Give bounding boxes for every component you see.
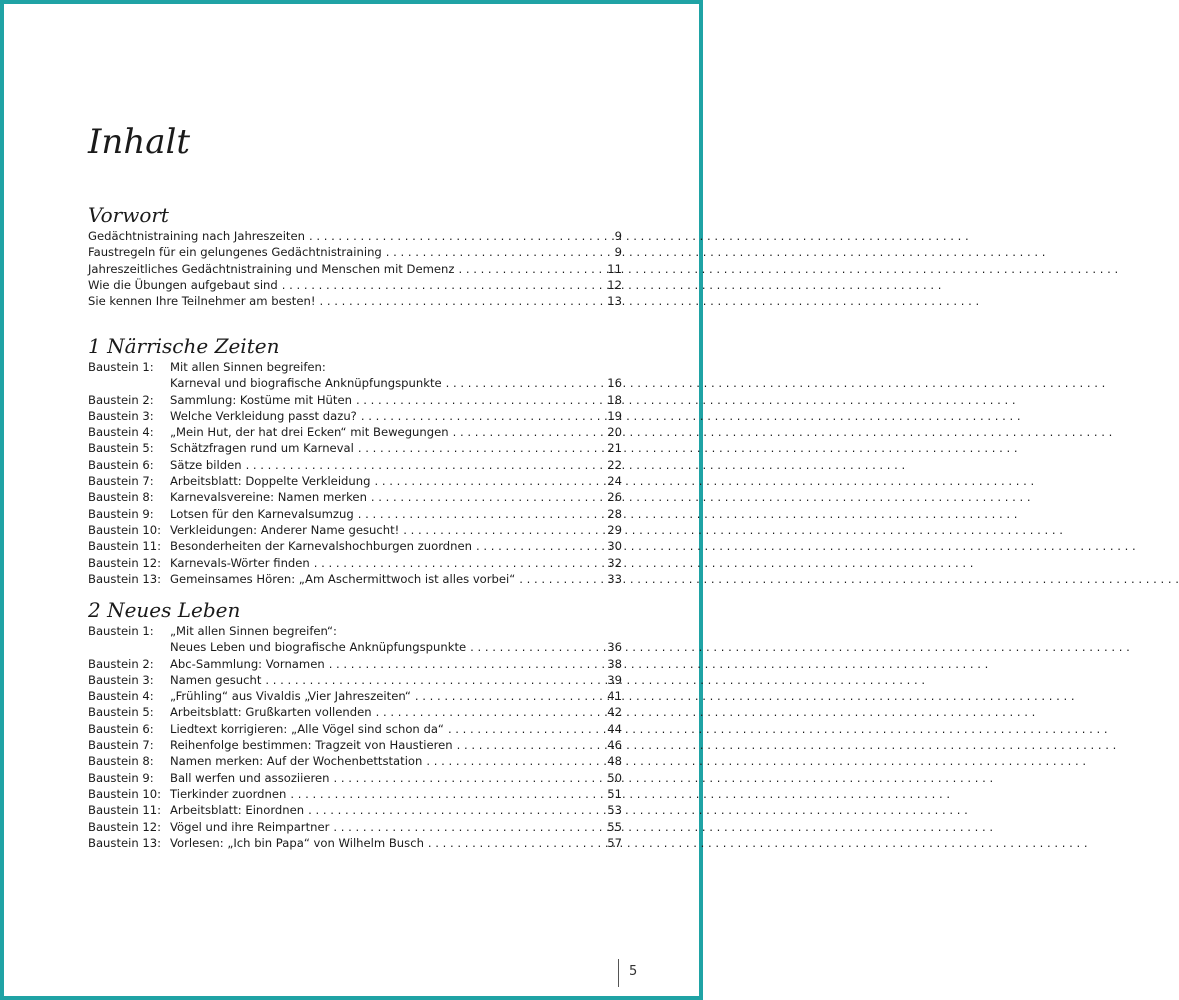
- toc-entry-title: Wie die Übungen aufgebaut sind: [88, 277, 278, 292]
- toc-entry-label: Baustein 11:: [88, 539, 162, 554]
- toc-entry: [88, 737, 622, 753]
- toc-dot-leader: [386, 244, 613, 260]
- toc-entry: [88, 639, 622, 655]
- toc-entry: [88, 261, 622, 277]
- toc-entry-title: Vorlesen: „Ich bin Papa“ von Wilhelm Busch: [170, 835, 424, 850]
- toc-entry-page: 18: [607, 392, 622, 407]
- toc-dot-leader: [358, 506, 606, 522]
- toc-entry-page: 53: [607, 803, 622, 818]
- toc-entry-title: Schätzfragen rund um Karneval: [170, 441, 354, 456]
- toc-entry-page: 51: [607, 786, 622, 801]
- toc-entry-label: Baustein 2:: [88, 656, 154, 671]
- toc-entry: [88, 688, 622, 704]
- toc-entry-title: Mit allen Sinnen begreifen:: [170, 360, 326, 374]
- toc-entry-title: Sammlung: Kostüme mit Hüten: [170, 392, 352, 407]
- toc-entry-label: Baustein 7:: [88, 474, 154, 489]
- toc-entry-title: Arbeitsblatt: Einordnen: [170, 803, 305, 818]
- toc-dot-leader: [308, 802, 605, 818]
- toc-entry-page: 22: [607, 457, 622, 472]
- toc-entry-label: Baustein 5:: [88, 705, 154, 720]
- toc-entry: [88, 819, 622, 835]
- toc-entry: [88, 424, 622, 440]
- toc-entry: [88, 835, 622, 851]
- toc-entry-title: Besonderheiten der Karnevalshochburgen zuordnen: [170, 539, 472, 554]
- toc-entry: [88, 228, 622, 244]
- toc-dot-leader: [476, 538, 605, 554]
- toc-entry-label: Baustein 12:: [88, 555, 162, 570]
- toc-entry-page: 57: [607, 835, 622, 850]
- toc-entry-label: Baustein 3:: [88, 672, 154, 687]
- toc-entry-label: Baustein 9:: [88, 506, 154, 521]
- toc-entry: [88, 392, 622, 408]
- toc-list-chapter-1: [88, 359, 622, 587]
- toc-entry-page: 12: [607, 277, 622, 292]
- toc-entry-label: Baustein 4:: [88, 425, 154, 440]
- toc-list-vorwort: [88, 228, 622, 309]
- toc-entry: [88, 721, 622, 737]
- toc-dot-leader: [333, 819, 605, 835]
- toc-entry-title: Lotsen für den Karnevalsumzug: [170, 506, 354, 521]
- toc-entry-title: Karnevals-Wörter finden: [170, 555, 310, 570]
- toc-entry-title: Karnevalsvereine: Namen merken: [170, 490, 367, 505]
- toc-entry-title: Liedtext korrigieren: „Alle Vögel sind schon da“: [170, 721, 444, 736]
- toc-entry-page: 30: [607, 539, 622, 554]
- toc-dot-leader: [329, 656, 606, 672]
- toc-entry: [88, 506, 622, 522]
- toc-dot-leader: [453, 424, 606, 440]
- toc-entry-title: Karneval und biografische Anknüpfungspunkte: [170, 376, 442, 391]
- toc-dot-leader: [457, 737, 606, 753]
- toc-entry-page: 46: [607, 738, 622, 753]
- toc-entry-label: Baustein 3:: [88, 408, 154, 423]
- toc-dot-leader: [458, 261, 605, 277]
- toc-entry-label: Baustein 11:: [88, 803, 162, 818]
- toc-entry-page: 13: [607, 294, 622, 309]
- toc-dot-leader: [282, 277, 605, 293]
- toc-dot-leader: [356, 392, 605, 408]
- toc-dot-leader: [314, 555, 605, 571]
- toc-entry-label: Baustein 2:: [88, 392, 154, 407]
- toc-dot-leader: [371, 489, 605, 505]
- toc-dot-leader: [334, 770, 606, 786]
- toc-dot-leader: [319, 293, 605, 309]
- toc-entry-page: 33: [607, 571, 622, 586]
- toc-entry-page: 44: [607, 721, 622, 736]
- toc-entry: [88, 538, 622, 554]
- toc-entry-label: Baustein 10:: [88, 786, 162, 801]
- toc-entry-label: Baustein 13:: [88, 571, 162, 586]
- toc-entry-label: Baustein 9:: [88, 770, 154, 785]
- toc-entry-title: Vögel und ihre Reimpartner: [170, 819, 330, 834]
- toc-entry-page: 20: [607, 425, 622, 440]
- toc-entry-title: Sie kennen Ihre Teilnehmer am besten!: [88, 294, 316, 309]
- toc-entry: [88, 656, 622, 672]
- toc-entry-page: 16: [607, 376, 622, 391]
- toc-entry-page: 32: [607, 555, 622, 570]
- toc-entry-title: Arbeitsblatt: Grußkarten vollenden: [170, 705, 372, 720]
- toc-entry: [88, 623, 622, 639]
- toc-entry: [88, 375, 622, 391]
- toc-entry-label: Baustein 8:: [88, 490, 154, 505]
- toc-entry-page: 24: [607, 474, 622, 489]
- toc-entry: [88, 277, 622, 293]
- toc-entry-label: Baustein 10:: [88, 522, 162, 537]
- page-title: Inhalt: [88, 122, 191, 162]
- toc-entry-title: Jahreszeitliches Gedächtnistraining und Menschen mit Demenz: [88, 261, 455, 276]
- toc-entry-title: Reihenfolge bestimmen: Tragzeit von Haustieren: [170, 738, 453, 753]
- toc-entry-title: Ball werfen und assoziieren: [170, 770, 330, 785]
- toc-entry-title: Gedächtnistraining nach Jahreszeiten: [88, 229, 305, 243]
- toc-entry: [88, 522, 622, 538]
- toc-entry-label: Baustein 4:: [88, 689, 154, 704]
- toc-dot-leader: [448, 721, 605, 737]
- toc-dot-leader: [358, 440, 605, 456]
- toc-entry: [88, 555, 622, 571]
- toc-dot-leader: [428, 835, 605, 851]
- toc-entry-page: 26: [607, 490, 622, 505]
- toc-entry-title: Welche Verkleidung passt dazu?: [170, 408, 357, 423]
- toc-entry-page: 41: [607, 689, 622, 704]
- toc-entry: [88, 473, 622, 489]
- toc-entry: [88, 244, 622, 260]
- toc-entry-title: Abc-Sammlung: Vornamen: [170, 656, 325, 671]
- toc-entry-label: Baustein 8:: [88, 754, 154, 769]
- footer-divider: [618, 959, 619, 987]
- toc-dot-leader: [374, 473, 605, 489]
- toc-entry-page: 19: [607, 408, 622, 423]
- toc-entry-label: Baustein 1:: [88, 624, 154, 638]
- toc-entry-title: Faustregeln für ein gelungenes Gedächtnistraining: [88, 245, 382, 260]
- toc-entry-page: 29: [607, 522, 622, 537]
- toc-list-chapter-2: [88, 623, 622, 851]
- toc-entry-title: Gemeinsames Hören: „Am Aschermittwoch ist alles vorbei“: [170, 571, 516, 586]
- toc-entry-title: Tierkinder zuordnen: [170, 786, 287, 801]
- toc-entry-page: 38: [607, 656, 622, 671]
- toc-entry-title: Neues Leben und biografische Anknüpfungspunkte: [170, 640, 467, 655]
- toc-entry-page: 42: [607, 705, 622, 720]
- toc-dot-leader: [403, 522, 605, 538]
- toc-entry-page: 21: [607, 441, 622, 456]
- toc-entry: [88, 571, 622, 587]
- toc-entry-title: Namen gesucht: [170, 672, 262, 687]
- toc-entry-label: Baustein 7:: [88, 738, 154, 753]
- toc-entry-title: Arbeitsblatt: Doppelte Verkleidung: [170, 474, 371, 489]
- toc-entry: [88, 704, 622, 720]
- section-vorwort: [88, 204, 622, 309]
- footer-page-number: 5: [629, 964, 638, 979]
- toc-dot-leader: [426, 753, 605, 769]
- toc-entry: [88, 802, 622, 818]
- toc-entry: [88, 770, 622, 786]
- toc-entry-page: 39: [607, 672, 622, 687]
- toc-entry-label: Baustein 13:: [88, 835, 162, 850]
- toc-dot-leader: [290, 786, 605, 802]
- toc-entry-title: „Frühling“ aus Vivaldis „Vier Jahreszeiten“: [170, 689, 411, 704]
- toc-entry-page: 36: [607, 640, 622, 655]
- toc-entry-page: 48: [607, 754, 622, 769]
- section-heading-chapter-2: 2 Neues Leben: [88, 598, 241, 622]
- toc-entry: [88, 457, 622, 473]
- toc-entry-page: 55: [607, 819, 622, 834]
- toc-entry: [88, 293, 622, 309]
- toc-dot-leader: [519, 571, 605, 587]
- toc-dot-leader: [446, 375, 606, 391]
- toc-entry-title: Namen merken: Auf der Wochenbettstation: [170, 754, 423, 769]
- toc-entry-page: 11: [607, 261, 622, 276]
- toc-dot-leader: [246, 457, 606, 473]
- toc-entry-label: Baustein 6:: [88, 721, 154, 736]
- toc-dot-leader: [376, 704, 606, 720]
- toc-entry: [88, 489, 622, 505]
- toc-entry-title: „Mit allen Sinnen begreifen“:: [170, 624, 337, 638]
- toc-dot-leader: [470, 639, 605, 655]
- toc-entry-page: 28: [607, 506, 622, 521]
- toc-entry: [88, 753, 622, 769]
- toc-entry: [88, 672, 622, 688]
- toc-entry-label: Baustein 12:: [88, 819, 162, 834]
- section-chapter-1: [88, 335, 622, 587]
- toc-entry-title: Verkleidungen: Anderer Name gesucht!: [170, 522, 400, 537]
- toc-entry-label: Baustein 6:: [88, 457, 154, 472]
- toc-entry-page: 9: [614, 245, 622, 260]
- section-chapter-2: [88, 599, 622, 851]
- section-heading-chapter-1: 1 Närrische Zeiten: [88, 334, 280, 358]
- toc-entry: [88, 359, 622, 375]
- toc-entry: [88, 786, 622, 802]
- toc-entry-label: Baustein 5:: [88, 441, 154, 456]
- toc-dot-leader: [361, 408, 605, 424]
- toc-entry-page: 9: [614, 229, 622, 243]
- toc-entry-title: „Mein Hut, der hat drei Ecken“ mit Bewegungen: [170, 425, 449, 440]
- toc-entry-title: Sätze bilden: [170, 457, 242, 472]
- toc-dot-leader: [309, 228, 613, 244]
- toc-entry: [88, 408, 622, 424]
- section-heading-vorwort: Vorwort: [88, 203, 169, 227]
- toc-dot-leader: [415, 688, 605, 704]
- toc-entry-page: 50: [607, 770, 622, 785]
- toc-entry-label: Baustein 1:: [88, 360, 154, 374]
- toc-dot-leader: [265, 672, 605, 688]
- toc-entry: [88, 440, 622, 456]
